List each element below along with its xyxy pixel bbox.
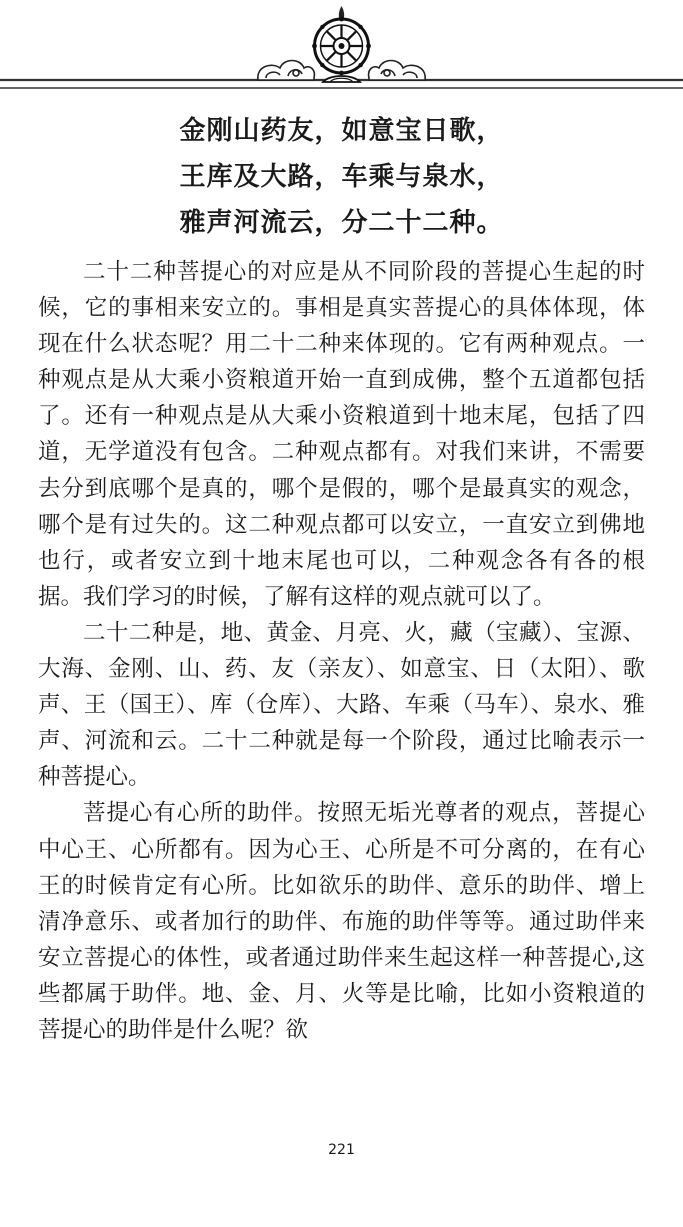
paragraph: 二十二种是，地、黄金、月亮、火，藏（宝藏）、宝源、大海、金刚、山、药、友（亲友）、如意宝、日（太阳）、歌声、王（国王）、库（仓库）、大路、车乘（马车）、泉水、雅声、河流和云。二十二种就是每一个阶段，通过比喻表示一种菩提心。: [38, 619, 645, 791]
verse-line: 雅声河流云，分二十二种。: [179, 208, 504, 238]
body-text: [38, 254, 645, 1048]
cloud-ornament-right-icon: [369, 61, 426, 81]
verse-line: 金刚山药友，如意宝日歌，: [179, 116, 504, 146]
page-number: 221: [328, 1142, 355, 1158]
verse-block: [0, 108, 683, 246]
dharma-wheel-icon: [312, 6, 371, 82]
paragraph: 二十二种菩提心的对应是从不同阶段的菩提心生起的时候，它的事相来安立的。事相是真实菩提心的具体体现，体现在什么状态呢？用二十二种来体现的。它有两种观点。一种观点是从大乘小资粮道开始一直到成佛，整个五道都包括了。还有一种观点是从大乘小资粮道到十地末尾，包括了四道，无学道没有包含。二种观点都有。对我们来讲，不需要去分到底哪个是真的，哪个是假的，哪个是最真实的观念，哪个是有过失的。这二种观点都可以安立，一直安立到佛地也行，或者安立到十地末尾也可以，二种观念各有各的根据。我们学习的时候，了解有这样的观点就可以了。: [38, 259, 645, 610]
paragraph: 菩提心有心所的助伴。按照无垢光尊者的观点，菩提心中心王、心所都有。因为心王、心所是不可分离的，在有心王的时候肯定有心所。比如欲乐的助伴、意乐的助伴、增上清净意乐、或者加行的助伴、布施的助伴等等。通过助伴来安立菩提心的体性，或者通过助伴来生起这样一种菩提心,这些都属于助伴。地、金、月、火等是比喻，比如小资粮道的菩提心的助伴是什么呢？欲: [38, 800, 645, 1043]
verse-line: 王库及大路，车乘与泉水，: [179, 162, 504, 192]
page-header-ornament: [0, 0, 683, 100]
cloud-ornament-left-icon: [258, 61, 315, 81]
